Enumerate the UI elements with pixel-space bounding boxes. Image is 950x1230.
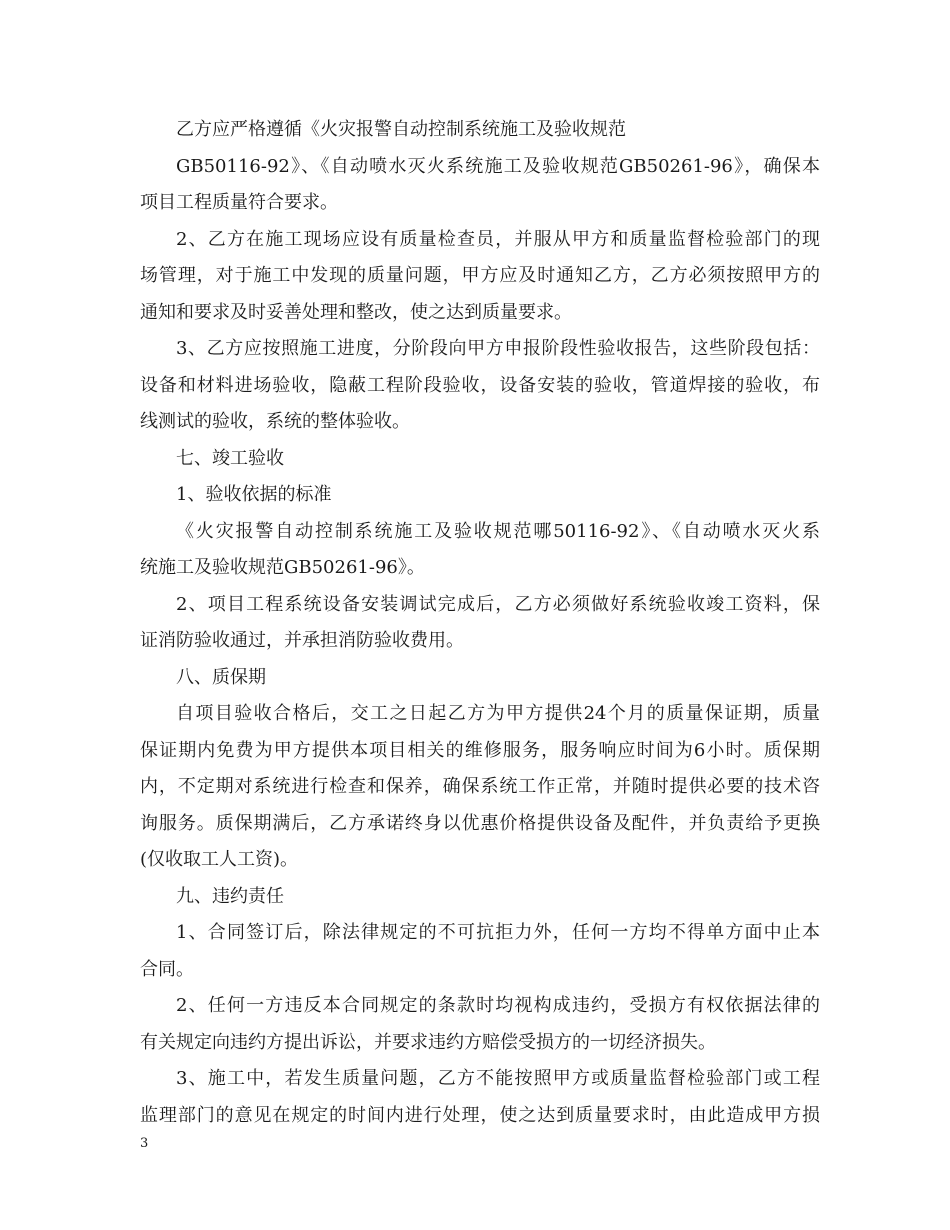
- text-line: 监理部门的意见在规定的时间内进行处理，使之达到质量要求时，由此造成甲方损: [140, 1104, 820, 1126]
- text-line: 1、合同签订后，除法律规定的不可抗拒力外，任何一方均不得单方面中止本: [176, 922, 820, 943]
- text-line: (仅收取工人工资)。: [140, 849, 299, 870]
- text-line: 项目工程质量符合要求。: [140, 192, 338, 213]
- text-line: 1、验收依据的标准: [176, 484, 332, 505]
- text-line: 2、乙方在施工现场应设有质量检查员，并服从甲方和质量监督检验部门的现: [176, 228, 820, 250]
- text-line: 内，不定期对系统进行检查和保养，确保系统工作正常，并随时提供必要的技术咨: [140, 776, 820, 797]
- text-line: 证消防验收通过，并承担消防验收费用。: [140, 630, 464, 651]
- text-line: 3、施工中，若发生质量问题，乙方不能按照甲方或质量监督检验部门或工程: [176, 1068, 820, 1089]
- text-line: 保证期内免费为甲方提供本项目相关的维修服务，服务响应时间为6小时。质保期: [140, 739, 820, 761]
- text-line: 《火灾报警自动控制系统施工及验收规范哪50116-92》、《自动喷水灭火系: [176, 520, 820, 542]
- text-line: 2、任何一方违反本合同规定的条款时均视构成违约，受损方有权依据法律的: [176, 995, 820, 1016]
- text-line: 七、竣工验收: [176, 447, 284, 469]
- text-line: 统施工及验收规范GB50261-96》。: [140, 557, 425, 578]
- text-line: 场管理，对于施工中发现的质量问题，甲方应及时通知乙方，乙方必须按照甲方的: [140, 265, 820, 286]
- text-line: 3、乙方应按照施工进度，分阶段向甲方申报阶段性验收报告，这些阶段包括：: [176, 338, 820, 359]
- text-line: 九、违约责任: [176, 885, 284, 907]
- text-line: 合同。: [140, 958, 194, 980]
- text-line: 询服务。质保期满后，乙方承诺终身以优惠价格提供设备及配件，并负责给予更换: [140, 812, 820, 834]
- text-line: 乙方应严格遵循《火灾报警自动控制系统施工及验收规范: [176, 119, 626, 140]
- text-line: 通知和要求及时妥善处理和整改，使之达到质量要求。: [140, 301, 572, 323]
- text-line: 有关规定向违约方提出诉讼，并要求违约方赔偿受损方的一切经济损失。: [140, 1031, 716, 1053]
- text-line: 2、项目工程系统设备安装调试完成后，乙方必须做好系统验收竣工资料，保: [176, 593, 820, 615]
- text-line: 线测试的验收，系统的整体验收。: [140, 411, 410, 432]
- text-line: 设备和材料进场验收，隐蔽工程阶段验收，设备安装的验收，管道焊接的验收，布: [140, 374, 820, 396]
- page-number: 3: [140, 1136, 149, 1151]
- text-line: 八、质保期: [176, 666, 266, 688]
- text-line: 自项目验收合格后，交工之日起乙方为甲方提供24个月的质量保证期，质量: [176, 703, 820, 724]
- text-line: GB50116-92》、《自动喷水灭火系统施工及验收规范GB50261-96》，确保本: [176, 155, 820, 177]
- document-body: [140, 112, 820, 1134]
